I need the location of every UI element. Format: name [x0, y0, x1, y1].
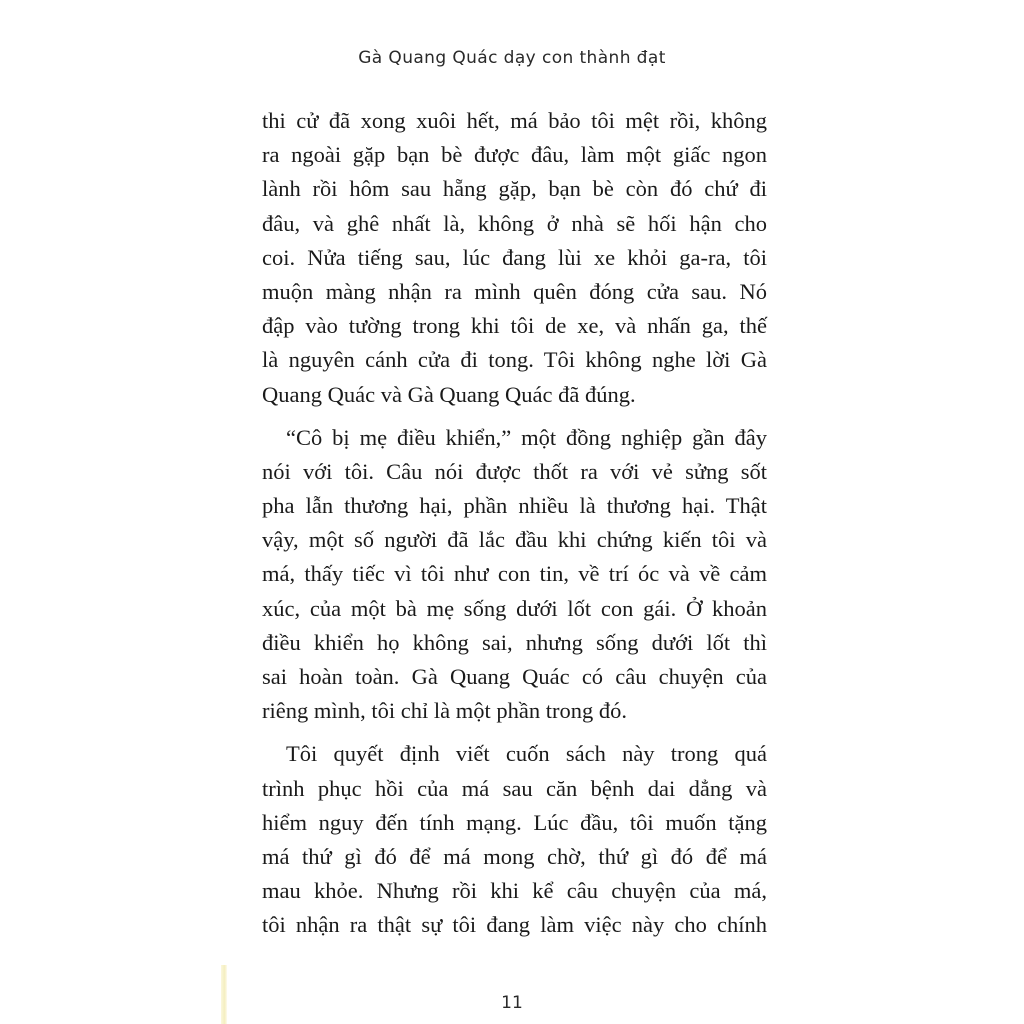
paragraph-3: [262, 737, 767, 942]
text-line: coi. Nửa tiếng sau, lúc đang lùi xe khỏi ga-ra, tôi: [262, 244, 767, 270]
text-line: Quang Quác và Gà Quang Quác đã đúng.: [262, 381, 636, 407]
text-line: tôi nhận ra thật sự tôi đang làm việc này cho chính: [262, 912, 767, 938]
text-line: má, thấy tiếc vì tôi như con tin, về trí óc và về cảm: [262, 561, 767, 587]
text-line: là nguyên cánh cửa đi tong. Tôi không nghe lời Gà: [262, 347, 767, 373]
text-line: ra ngoài gặp bạn bè được đâu, làm một giấc ngon: [262, 142, 767, 168]
text-line: muộn màng nhận ra mình quên đóng cửa sau. Nó: [262, 278, 767, 304]
text-line: mau khỏe. Nhưng rồi khi kể câu chuyện của má,: [262, 878, 767, 904]
text-line: riêng mình, tôi chỉ là một phần trong đó.: [262, 698, 627, 724]
paragraph-1: [262, 104, 767, 412]
text-line: sai hoàn toàn. Gà Quang Quác có câu chuyện của: [262, 664, 767, 689]
body-text: [262, 104, 767, 943]
text-line: đâu, và ghê nhất là, không ở nhà sẽ hối hận cho: [262, 210, 767, 236]
text-line: đập vào tường trong khi tôi de xe, và nhấn ga, thế: [262, 313, 767, 339]
running-header: Gà Quang Quác dạy con thành đạt: [358, 48, 666, 68]
paragraph-spacer: [262, 412, 767, 421]
text-line: hiểm nguy đến tính mạng. Lúc đầu, tôi muốn tặng: [262, 809, 767, 835]
page-number: 11: [501, 993, 523, 1013]
text-line: nói với tôi. Câu nói được thốt ra với vẻ sửng sốt: [262, 458, 767, 484]
text-line: vậy, một số người đã lắc đầu khi chứng kiến tôi và: [262, 527, 767, 553]
text-line: Tôi quyết định viết cuốn sách này trong quá: [286, 741, 767, 767]
paragraph-2: [262, 421, 767, 729]
text-line: thi cử đã xong xuôi hết, má bảo tôi mệt rồi, không: [262, 108, 767, 133]
text-line: điều khiển họ không sai, nhưng sống dưới lốt thì: [262, 629, 767, 655]
text-line: má thứ gì đó để má mong chờ, thứ gì đó để má: [262, 843, 767, 869]
paragraph-spacer: [262, 728, 767, 737]
text-line: pha lẫn thương hại, phần nhiều là thương hại. Thật: [262, 493, 767, 519]
text-line: trình phục hồi của má sau căn bệnh dai dẳng và: [262, 775, 767, 801]
text-line: “Cô bị mẹ điều khiển,” một đồng nghiệp gần đây: [286, 424, 767, 450]
text-line: lành rồi hôm sau hẵng gặp, bạn bè còn đó chứ đi: [262, 176, 767, 202]
text-line: xúc, của một bà mẹ sống dưới lốt con gái. Ở khoản: [262, 595, 767, 621]
